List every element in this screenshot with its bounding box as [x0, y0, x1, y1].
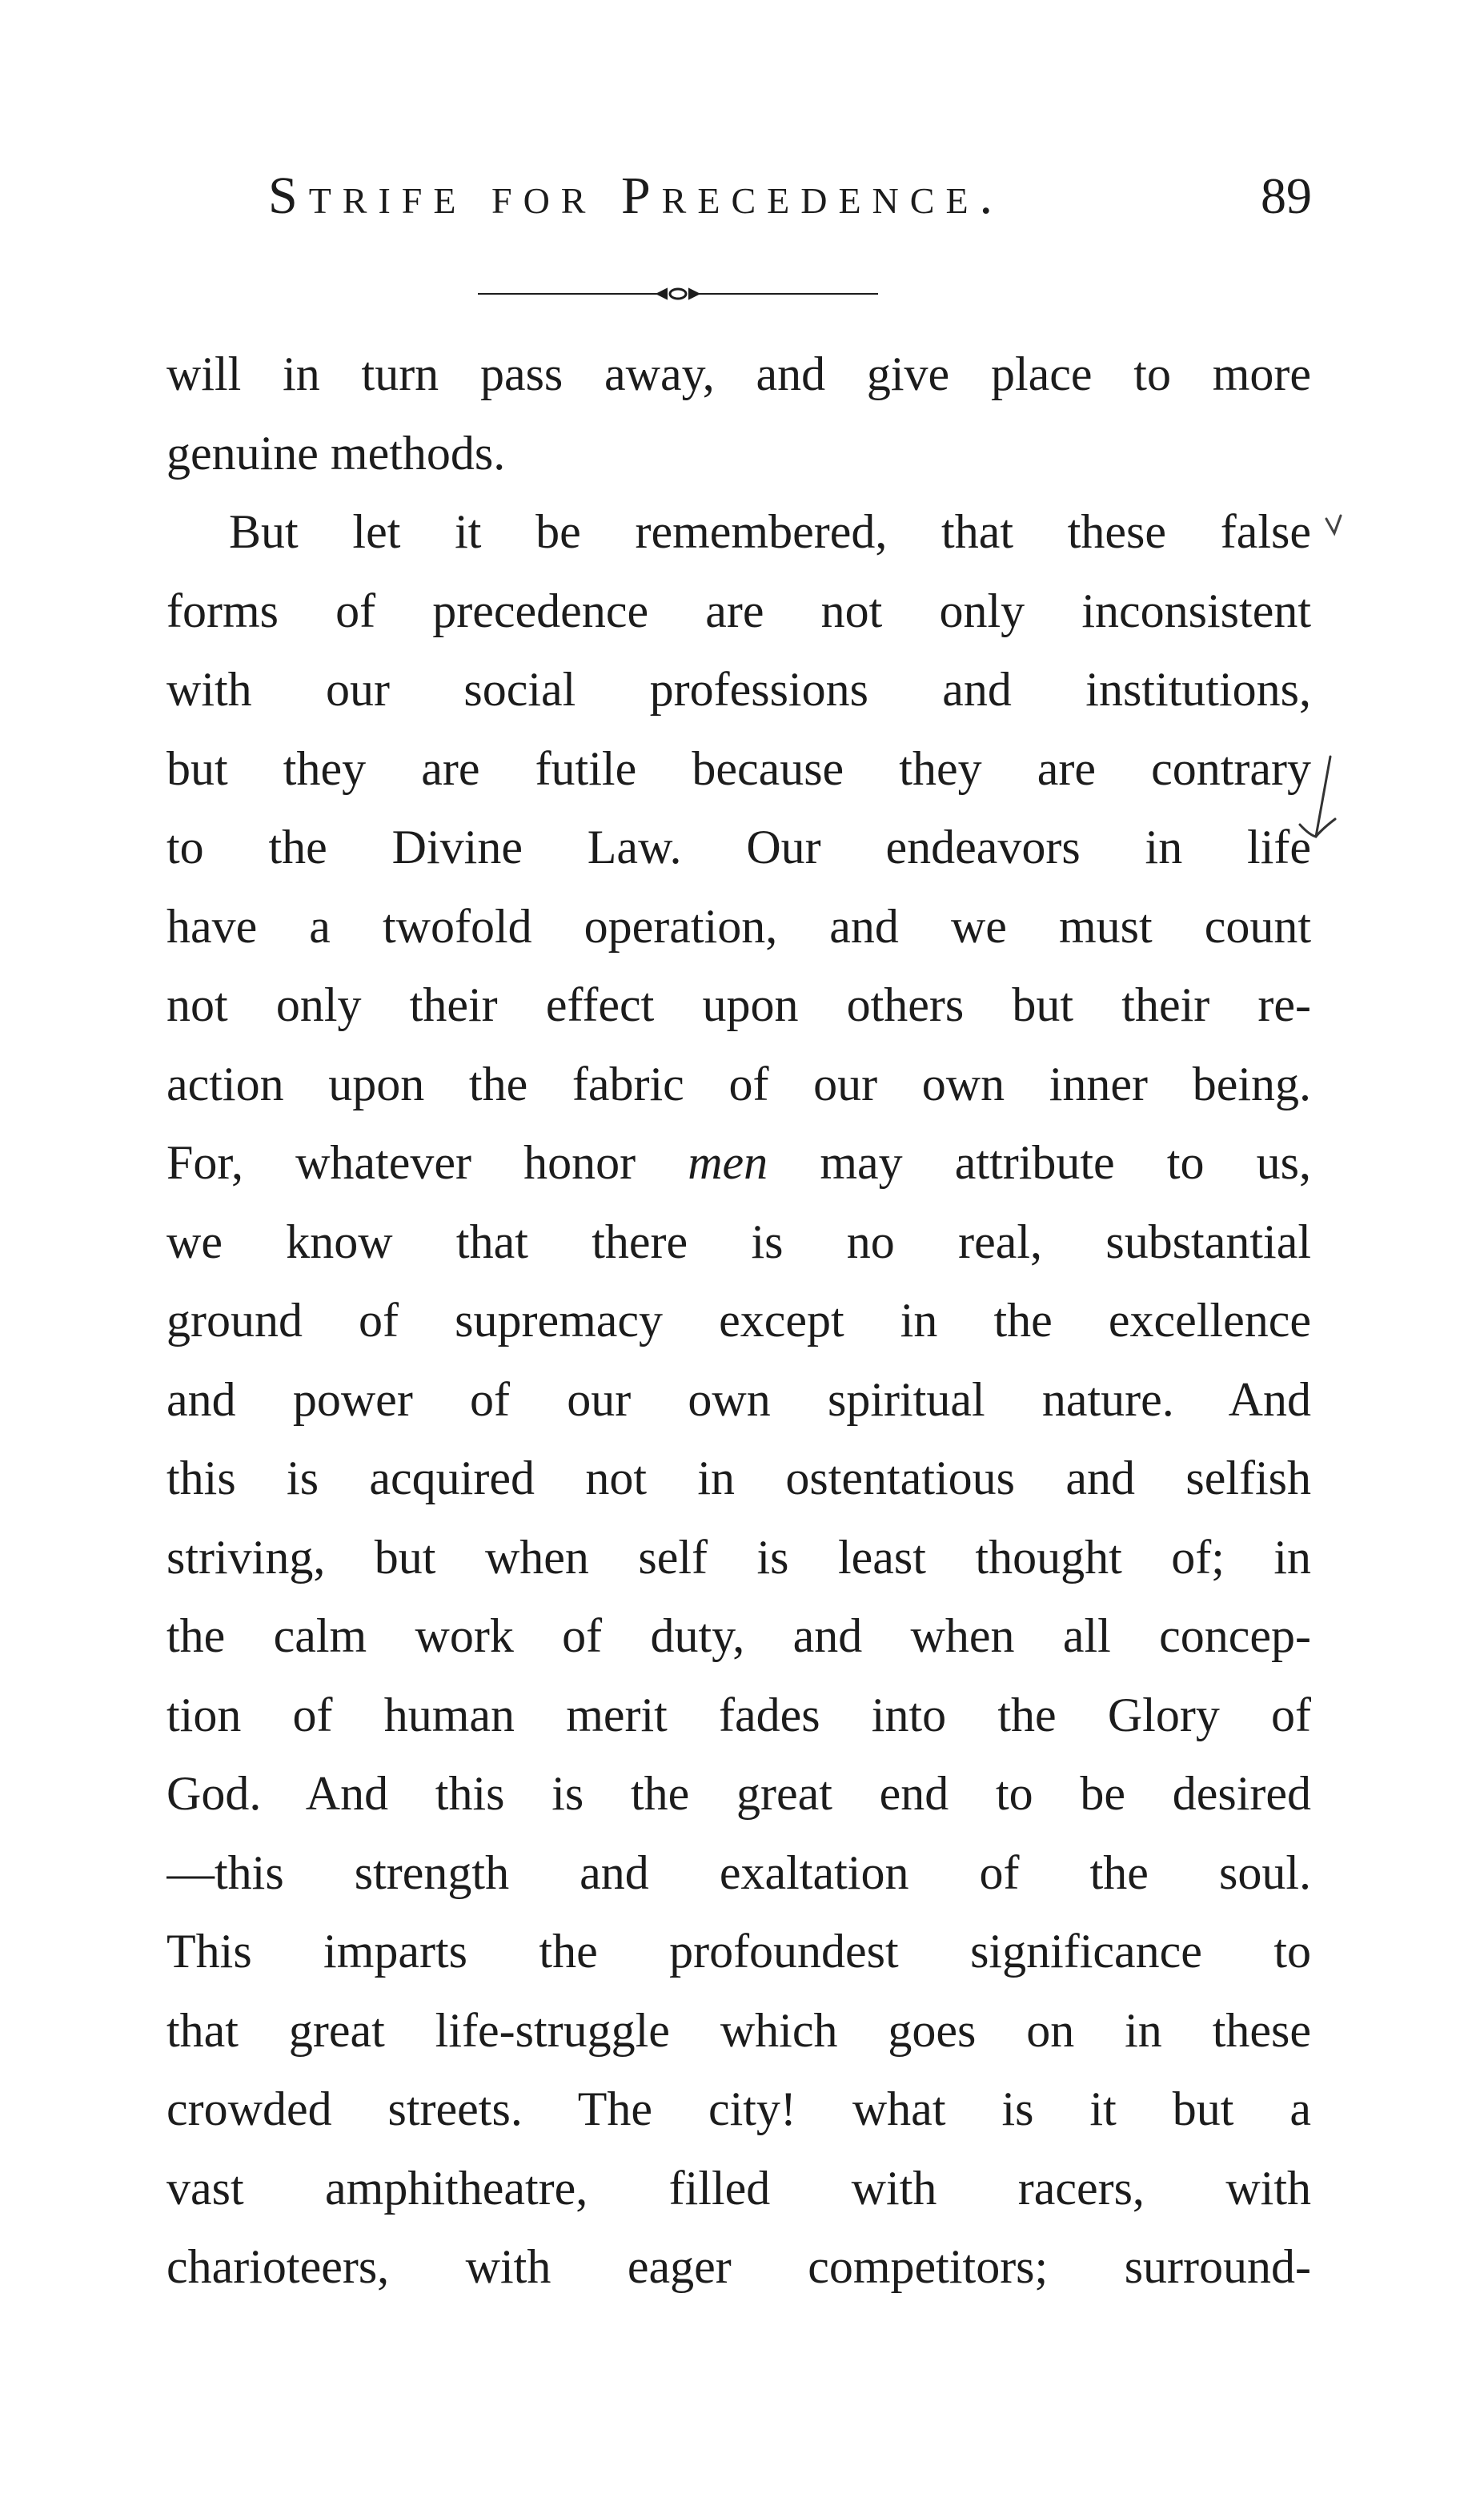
- text-line: we know that there is no real, substantial: [166, 1215, 1311, 1268]
- page-number: 89: [1261, 167, 1312, 224]
- text-line: charioteers, with eager competitors; surround-: [166, 2240, 1311, 2293]
- text-line: genuine methods.: [166, 426, 506, 480]
- text-line: but they are futile because they are contrary: [166, 741, 1311, 795]
- text-line: —this strength and exaltation of the soul.: [166, 1845, 1311, 1899]
- running-title: Strife for Precedence.: [268, 167, 1005, 225]
- text-line: have a twofold operation, and we must count: [166, 899, 1311, 953]
- text-line: the calm work of duty, and when all concep-: [166, 1609, 1311, 1662]
- text-line: crowded streets. The city! what is it but a: [166, 2082, 1311, 2135]
- text-line: For, whatever honor men may attribute to us,: [166, 1136, 1311, 1189]
- text-line: with our social professions and institutions,: [166, 663, 1311, 716]
- text-line: forms of precedence are not only inconsistent: [166, 584, 1311, 637]
- ornament-flourish-icon: [646, 284, 710, 303]
- italic-word: men: [688, 1136, 768, 1189]
- text-line: vast amphitheatre, filled with racers, with: [166, 2161, 1311, 2215]
- text-line: not only their effect upon others but their re-: [166, 978, 1311, 1031]
- pencil-tick-mark-icon: [1325, 512, 1342, 536]
- header-ornament: [478, 284, 878, 303]
- text-line: to the Divine Law. Our endeavors in life: [166, 821, 1311, 874]
- body-text: [166, 335, 1311, 2307]
- text-line: But let it be remembered, that these false: [229, 505, 1311, 558]
- text-line: striving, but when self is least thought of; in: [166, 1530, 1311, 1584]
- text-line: and power of our own spiritual nature. And: [166, 1372, 1311, 1426]
- ornament-rule-left: [478, 293, 646, 295]
- text-line: action upon the fabric of our own inner being.: [166, 1057, 1311, 1110]
- pencil-slash-mark-icon: [1298, 749, 1338, 869]
- text-line: this is acquired not in ostentatious and selfish: [166, 1452, 1311, 1504]
- text-line: tion of human merit fades into the Glory of: [166, 1688, 1311, 1741]
- text-line: ground of supremacy except in the excellence: [166, 1294, 1311, 1347]
- text-line: that great life-struggle which goes on in these: [166, 2003, 1311, 2057]
- text-line: will in turn pass away, and give place to more: [166, 347, 1311, 400]
- ornament-rule-right: [710, 293, 878, 295]
- text-line: God. And this is the great end to be desired: [166, 1767, 1311, 1820]
- text-line: This imparts the profoundest significance to: [166, 1925, 1311, 1978]
- running-head: [172, 164, 1312, 228]
